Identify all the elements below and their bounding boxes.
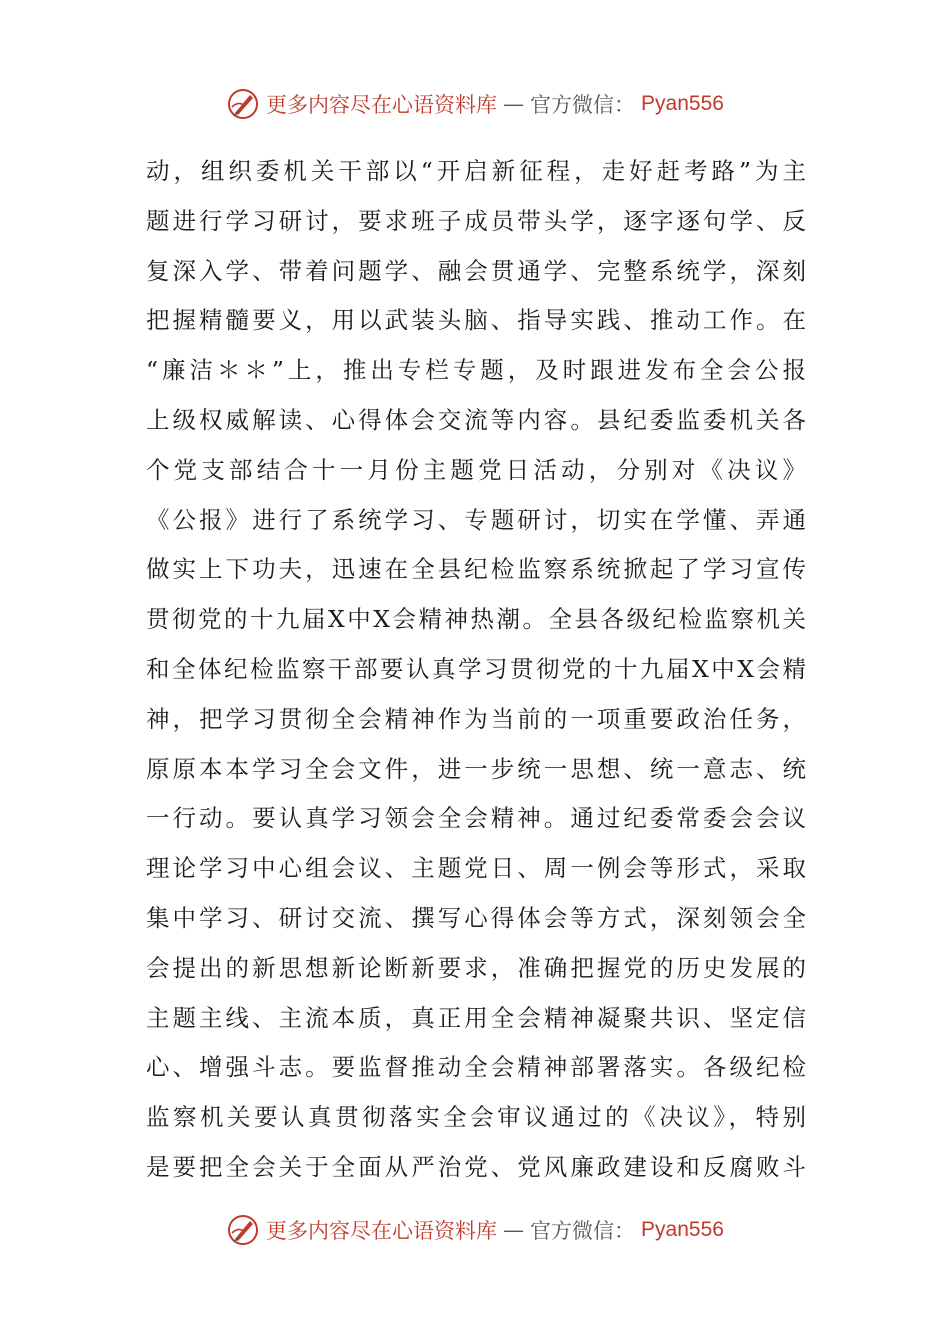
body-line: 贯彻党的十九届X中X会精神热潮。全县各级纪检监察机关 <box>146 605 806 634</box>
body-line: “廉洁＊＊”上，推出专栏专题，及时跟进发布全会公报 <box>146 356 806 385</box>
document-body <box>146 147 806 1193</box>
footer-banner <box>0 1210 950 1250</box>
header-banner <box>0 84 950 124</box>
body-line: 心、增强斗志。要监督推动全会精神部署落实。各级纪检 <box>146 1053 806 1082</box>
body-line: 会提出的新思想新论断新要求，准确把握党的历史发展的 <box>146 953 806 982</box>
body-line: 《公报》进行了系统学习、专题研讨，切实在学懂、弄通 <box>146 505 806 534</box>
wechat-id: Pyan556 <box>641 1218 724 1241</box>
body-line: 是要把全会关于全面从严治党、党风廉政建设和反腐败斗 <box>146 1152 806 1181</box>
body-line: 动，组织委机关干部以“开启新征程，走好赶考路”为主 <box>146 157 806 185</box>
wechat-label: 官方微信： <box>530 93 636 117</box>
site-promo-text: 更多内容尽在心语资料库 <box>266 93 498 117</box>
body-line: 监察机关要认真贯彻落实全会审议通过的《决议》，特别 <box>146 1103 806 1132</box>
body-line: 理论学习中心组会议、主题党日、周一例会等形式，采取 <box>146 854 806 883</box>
body-line: 个党支部结合十一月份主题党日活动，分别对《决议》 <box>146 455 806 484</box>
body-line: 原原本本学习全会文件，进一步统一思想、统一意志、统 <box>146 754 806 783</box>
body-line: 上级权威解读、心得体会交流等内容。县纪委监委机关各 <box>146 405 806 434</box>
site-promo-text: 更多内容尽在心语资料库 <box>266 1219 498 1243</box>
body-line: 和全体纪检监察干部要认真学习贯彻党的十九届X中X会精 <box>146 654 806 683</box>
body-line: 神，把学习贯彻全会精神作为当前的一项重要政治任务， <box>146 704 806 733</box>
body-line: 集中学习、研讨交流、撰写心得体会等方式，深刻领会全 <box>146 903 806 932</box>
body-line: 复深入学、带着问题学、融会贯通学、完整系统学，深刻 <box>146 256 806 285</box>
banner-dash: — <box>503 1218 525 1242</box>
body-line: 一行动。要认真学习领会全会精神。通过纪委常委会会议 <box>146 804 806 833</box>
banner-dash: — <box>503 92 525 116</box>
wechat-id: Pyan556 <box>641 92 724 115</box>
body-line: 做实上下功夫，迅速在全县纪检监察系统掀起了学习宣传 <box>146 555 806 584</box>
quill-pen-logo-icon <box>226 1213 260 1247</box>
body-line: 把握精髓要义，用以武装头脑、指导实践、推动工作。在 <box>146 306 806 335</box>
quill-pen-logo-icon <box>226 87 260 121</box>
body-line: 题进行学习研讨，要求班子成员带头学，逐字逐句学、反 <box>146 206 806 235</box>
body-line: 主题主线、主流本质，真正用全会精神凝聚共识、坚定信 <box>146 1003 806 1032</box>
wechat-label: 官方微信： <box>530 1219 636 1243</box>
